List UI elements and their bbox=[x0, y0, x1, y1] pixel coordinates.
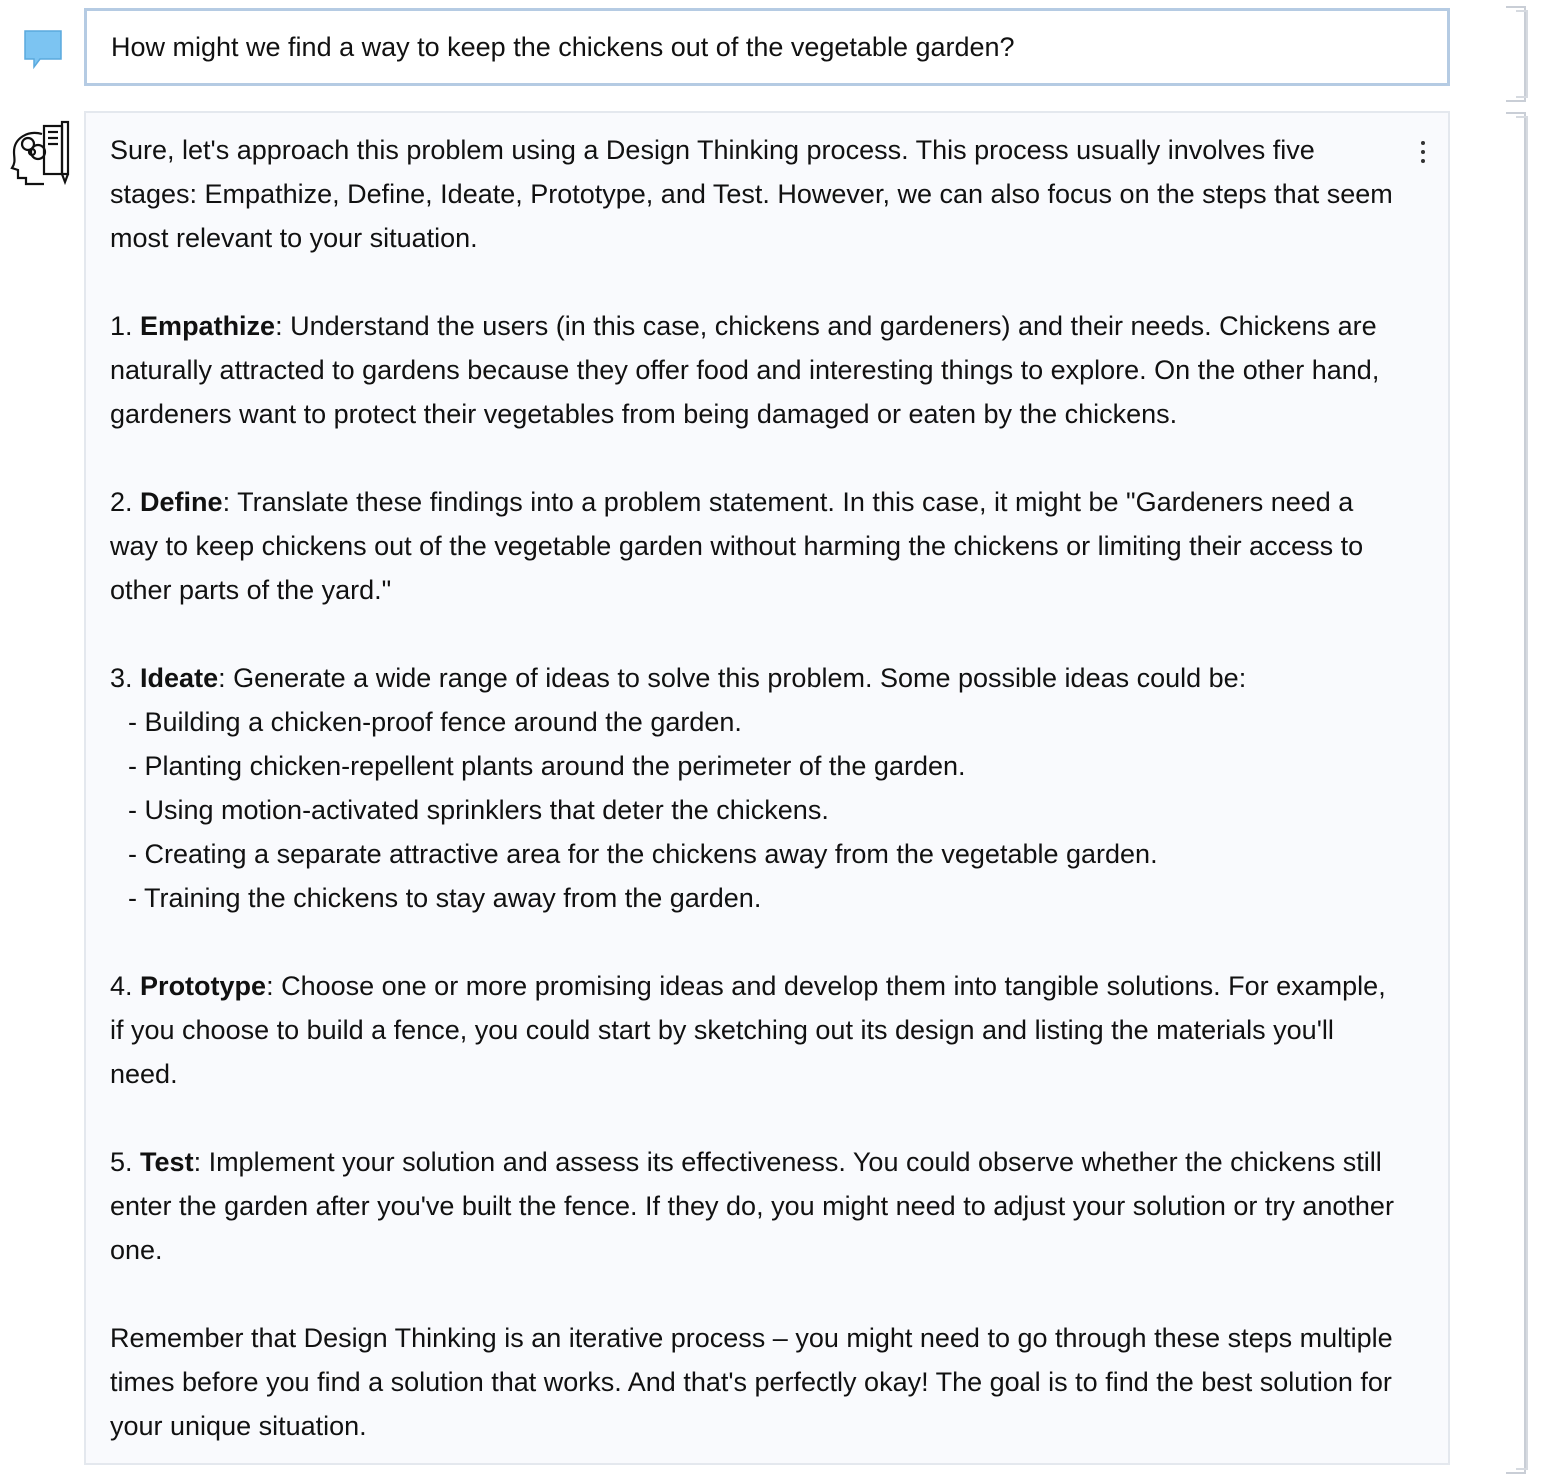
response-intro: Sure, let's approach this problem using a Design Thinking process. This process usually involves five stages: Empathize, Define, Ideate, Prototype, and Test. However, we can also focus on the steps that seem most relevant to your situation. bbox=[110, 135, 1393, 253]
step-title: Prototype bbox=[140, 971, 267, 1001]
assistant-response-body bbox=[110, 128, 1400, 1448]
list-item: - Building a chicken-proof fence around the garden. bbox=[128, 700, 1400, 744]
design-thinking-head-icon bbox=[4, 120, 74, 188]
response-closing: Remember that Design Thinking is an iterative process – you might need to go through these steps multiple times before you find a solution that works. And that's perfectly okay! The goal is to find the best solution for your unique situation. bbox=[110, 1323, 1393, 1441]
vertical-ellipsis-icon[interactable] bbox=[1416, 141, 1430, 171]
user-prompt-cell[interactable] bbox=[84, 8, 1450, 86]
step-ideate: 3. Ideate: Generate a wide range of ideas to solve this problem. Some possible ideas could be: bbox=[110, 663, 1247, 693]
response-cell-bracket-inner bbox=[1516, 116, 1528, 1470]
step-prototype: 4. Prototype: Choose one or more promising ideas and develop them into tangible solutions. For example, if you choose to build a fence, you could start by sketching out its design and listing the materials you'll need. bbox=[110, 971, 1386, 1089]
list-item: - Training the chickens to stay away from the garden. bbox=[128, 876, 1400, 920]
step-empathize: 1. Empathize: Understand the users (in this case, chickens and gardeners) and their needs. Chickens are naturally attracted to gardens because they offer food and interesting things to explore. On the other hand, gardeners want to protect their vegetables from being damaged or eaten by the chickens. bbox=[110, 311, 1380, 429]
assistant-response-cell bbox=[84, 111, 1450, 1465]
step-title: Empathize bbox=[140, 311, 276, 341]
speech-bubble-icon bbox=[24, 30, 62, 70]
step-title: Ideate bbox=[140, 663, 219, 693]
list-item: - Creating a separate attractive area for the chickens away from the vegetable garden. bbox=[128, 832, 1400, 876]
list-item: - Planting chicken-repellent plants around the perimeter of the garden. bbox=[128, 744, 1400, 788]
step-define: 2. Define: Translate these findings into a problem statement. In this case, it might be "Gardeners need a way to keep chickens out of the vegetable garden without harming the chickens or limiting their access to other parts of the yard." bbox=[110, 487, 1364, 605]
step-title: Test bbox=[140, 1147, 194, 1177]
step-test: 5. Test: Implement your solution and assess its effectiveness. You could observe whether the chickens still enter the garden after you've built the fence. If they do, you might need to adjust your solution or try another one. bbox=[110, 1147, 1394, 1265]
ideas-list bbox=[110, 700, 1400, 920]
user-prompt-text: How might we find a way to keep the chickens out of the vegetable garden? bbox=[111, 32, 1015, 62]
prompt-cell-bracket-inner bbox=[1516, 10, 1528, 98]
list-item: - Using motion-activated sprinklers that deter the chickens. bbox=[128, 788, 1400, 832]
step-title: Define bbox=[140, 487, 223, 517]
